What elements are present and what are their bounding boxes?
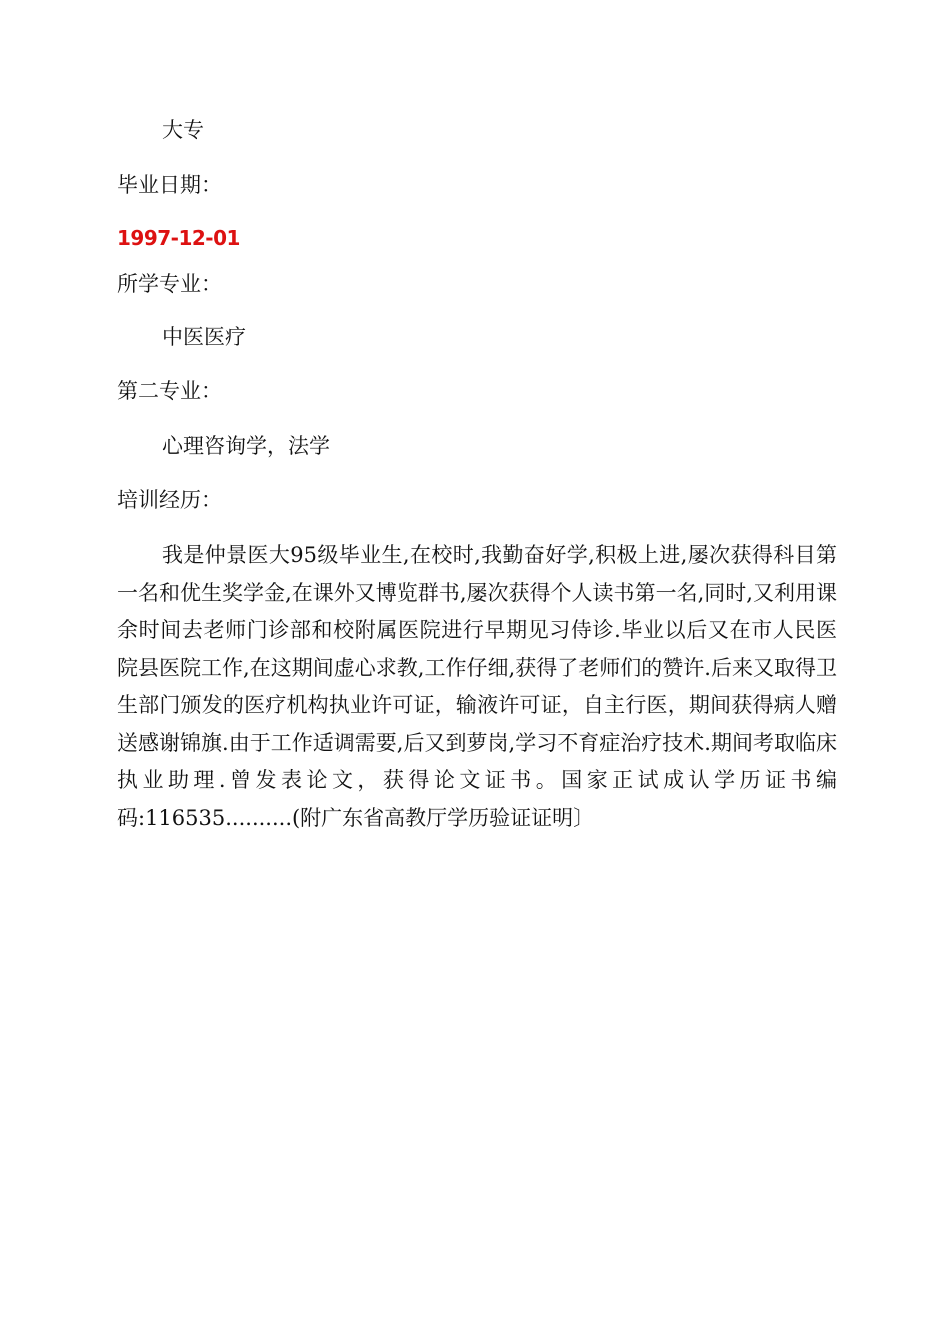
major-value: 中医医疗: [162, 325, 246, 349]
graduation-date-value: 1997-12-01: [117, 226, 240, 250]
education-level-value: 大专: [162, 118, 204, 142]
training-paragraph: 我是仲景医大95级毕业生,在校时,我勤奋好学,积极上进,屡次获得科目第一名和优生奖学金,在课外又博览群书,屡次获得个人读书第一名,同时,又利用课余时间去老师门诊部和校附属医院进行早期见习侍诊.毕业以后又在市人民医院县医院工作,在这期间虚心求教,工作仔细,获得了老师们的赞许.后来又取得卫生部门颁发的医疗机构执业许可证，输液许可证，自主行医，期间获得病人赠送感谢锦旗.由于工作适调需要,后又到萝岗,学习不育症治疗技术.期间考取临床执业助理.曾发表论文，获得论文证书。国家正试成认学历证书编码:116535..........(附广东省高教厅学历验证证明〕: [117, 543, 837, 830]
training-label: 培训经历：: [117, 488, 222, 512]
second-major-value: 心理咨询学，法学: [162, 434, 330, 458]
graduation-date-label: 毕业日期：: [117, 173, 222, 197]
major-label: 所学专业：: [117, 272, 222, 296]
second-major-label: 第二专业：: [117, 379, 222, 403]
